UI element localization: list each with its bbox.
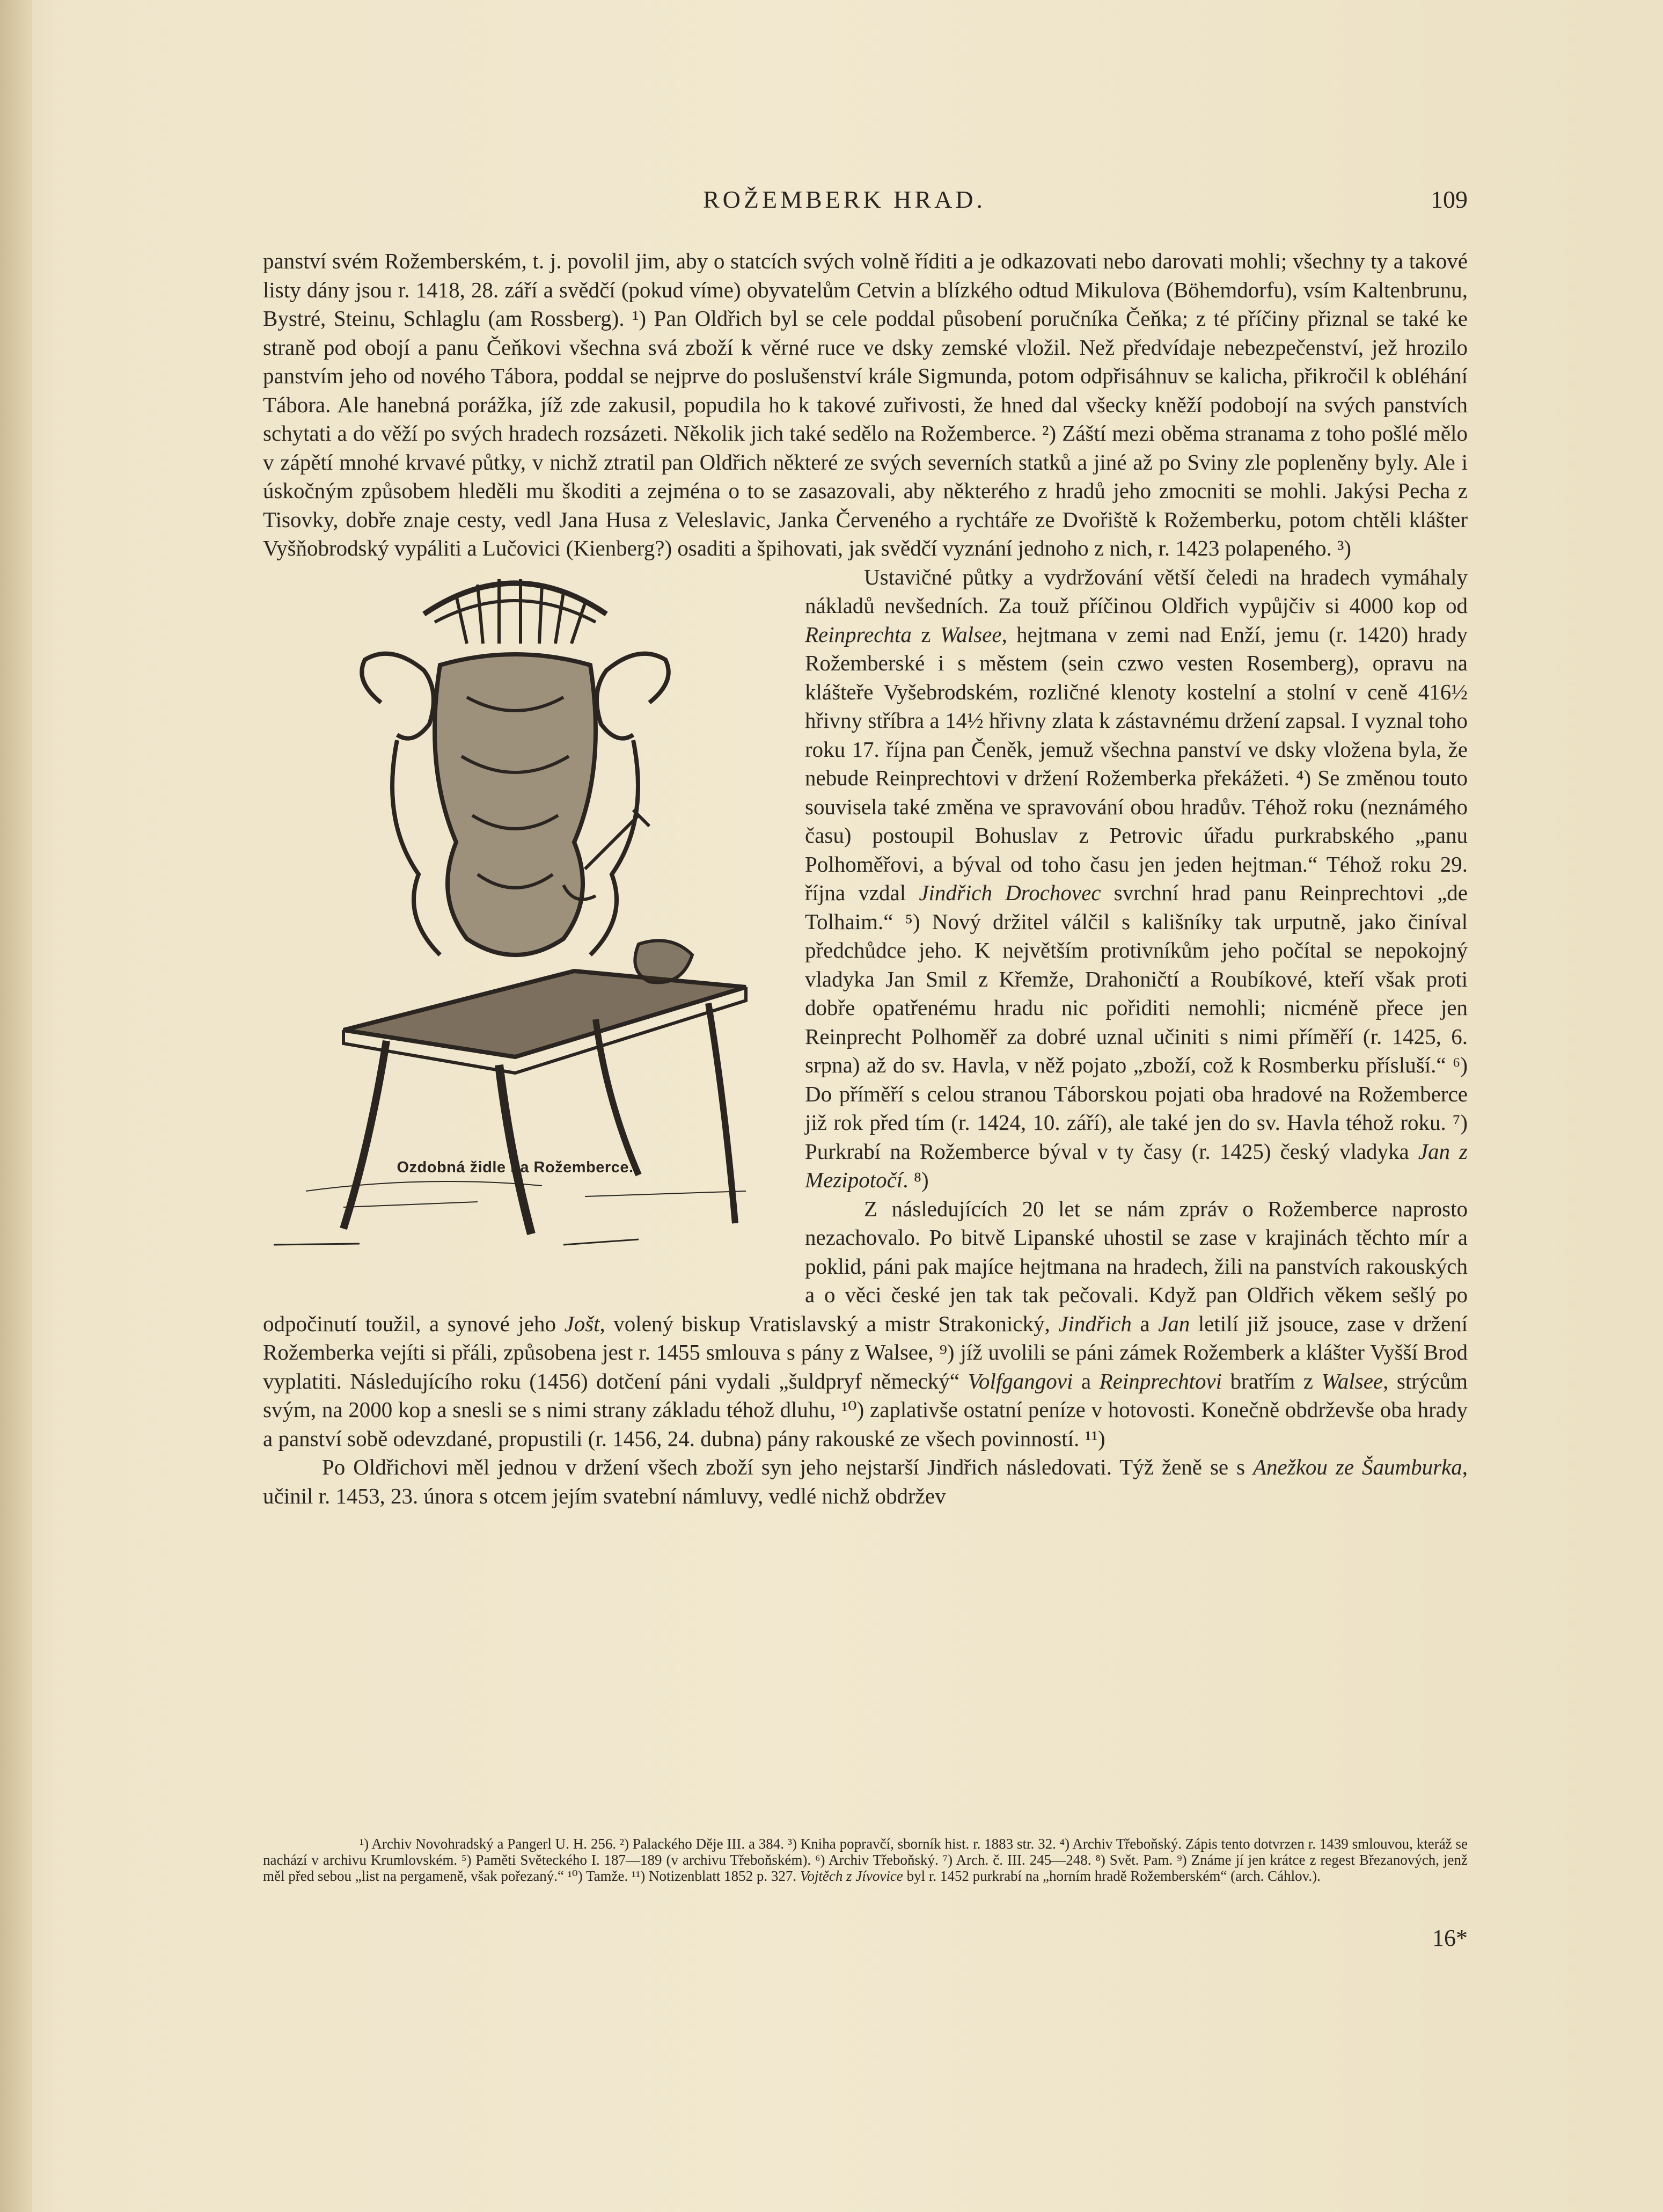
binding-edge <box>0 0 32 2212</box>
running-head: ROŽEMBERK HRAD. <box>703 186 986 213</box>
paragraph-4: Po Oldřichovi měl jednou v držení všech zboží syn jeho nejstarší Jindřich následovati. Týž ženě se s Anežkou ze Šaumburka, učinil r. 1453, 23. února s otcem jejím svatební námluvy, vedlé nichž obdržev <box>263 1455 1468 1508</box>
paragraph-1: panství svém Rožemberském, t. j. povolil jim, aby o statcích svých volně říditi a je odkazovati nebo darovati mohli; všechny ty a takové listy dány jsou r. 1418, 28. září a svědčí (pokud víme) obyvatelům Cetvin a blízkého odtud Mikulova (Böhemdorfu), vsím Kaltenbrunu, Bystré, Steinu, Schlaglu (am Rossberg). ¹) Pan Oldřich byl se cele poddal působení poručníka Čeňka; z té příčiny přiznal se také ke straně pod obojí a panu Čeňkovi všechna svá zboží k věrné ruce ve dsky zemské vložil. Než předvídaje nebezpečenství, jež hrozilo panstvím jeho od nového Tábora, poddal se nejprve do poslušenství krále Sigmunda, potom odpřisáhnuv se kalicha, přikročil k obléhání Tábora. Ale hanebná porážka, jíž zde zakusil, popudila ho k takové zuřivosti, že hned dal všecky kněží podobojí na svých panstvích schytati a do věží po svých hradech rozsázeti. Několik jich také sedělo na Rožemberce. ²) Záští mezi oběma stranama z toho pošlé mělo v zápětí mnohé krvavé půtky, v nichž ztratil pan Oldřich některé ze svých severních statků a jiné až po Sviny zle popleněny byly. Ale i úskočným způsobem hleděli mu škoditi a zejména o to se zasazovali, aby některého z hradů jeho zmocniti se mohli. Jakýsi Pecha z Tisovky, dobře znaje cesty, vedl Jana Husa z Veleslavic, Janka Červeného a rychtáře ze Dvořiště k Rožemberku, potom chtěli klášter Vyšňobrodský vypáliti a Lučovici (Kienberg?) osaditi a špihovati, jak svědčí vyznání jednoho z nich, r. 1423 polapeného. ³) <box>263 249 1468 560</box>
page-header <box>263 185 1468 217</box>
chair-figure <box>241 563 789 1309</box>
main-text <box>263 247 1468 1510</box>
footnotes <box>263 1836 1468 1884</box>
figure-caption: Ozdobná židle na Rožemberce. <box>397 1158 634 1176</box>
footnote-text: ¹) Archiv Novohradský a Pangerl U. H. 256. ²) Palackého Děje III. a 384. ³) Kniha popravčí, sborník hist. r. 1883 str. 32. ⁴) Archiv Třeboňský. Zápis tento dotvrzen r. 1439 smlouvou, kteráž se nachází v archivu Krumlovském. ⁵) Paměti Světeckého I. 187—189 (v archivu Třeboňském). ⁶) Archiv Třeboňský. ⁷) Arch. č. III. 245—248. ⁸) Svět. Pam. ⁹) Známe jí jen krátce z regest Březanových, jenž měl před sebou „list na pergameně, však pořezaný.“ ¹⁰) Tamže. ¹¹) Notizenblatt 1852 p. 327. Vojtěch z Jívovice byl r. 1452 purkrabí na „horním hradě Rožemberském“ (arch. Cáhlov.). <box>263 1836 1468 1884</box>
carved-chair-illustration <box>263 563 767 1255</box>
paragraph-2: Ustavičné půtky a vydržování větší čeledi na hradech vymáhaly nákladů nevšedních. Za touž příčinou Oldřich vypůjčiv si 4000 kop od Reinprechta z Walsee, hejtmana v zemi nad Enží, jemu (r. 1420) hrady Rožemberské i s městem (sein czwo vesten Rosemberg), opravu na klášteře Vyšebrodském, rozličné klenoty kostelní a stolní v ceně 416½ hřivny stříbra a 14½ hřivny zlata k zástavnému držení zapsal. I vyznal toho roku 17. října pan Čeněk, jemuž všechna panství ve dsky vložena byla, že nebude Reinprechtovi v držení Rožemberka překážeti. ⁴) Se změnou touto souvisela také změna ve spravování obou hradův. Téhož roku (neznámého času) postoupil Bohuslav z Petrovic úřadu purkrabského „panu Polhoměřovi, a býval od toho času jen jeden hejtman.“ Téhož roku 29. října vzdal Jindřich Drochovec svrchní hrad panu Reinprechtovi „de Tolhaim.“ ⁵) Nový držitel válčil s kališníky tak urputně, jako činíval předchůdce jeho. K největším protivníkům jeho počítal se nepokojný vladyka Jan Smil z Křemže, Drahoničtí a Roubíkové, kteří však proti dobře opatřenému hradu nic pořiditi nemohli; nicméně přece jen Reinprecht Polhoměř za dobré uznal učiniti s nimi příměří (r. 1425, 6. srpna) až do sv. Havla, v něž pojato „zboží, což k Rosmberku přísluší.“ ⁶) Do příměří s celou stranou Táborskou pojati oba hradové na Rožemberce již rok před tím (r. 1424, 10. září), ale také jen do sv. Havla téhož roku. ⁷) Purkrabí na Rožemberce býval v ty časy (r. 1425) český vladyka Jan z Mezipotočí. ⁸) <box>805 564 1468 1192</box>
page-number: 109 <box>1431 186 1468 213</box>
signature-mark: 16* <box>1432 1925 1468 1951</box>
paragraph-3: Z následujících 20 let se nám zpráv o Rožemberce naprosto nezachovalo. Po bitvě Lipanské uhostil se zase v krajinách těchto mír a poklid, páni pak majíce hejtmana na hradech, žili na panstvích rakouských a o věci české jen tak tak pečovali. Když pan Oldřich věkem sešlý po odpočinutí toužil, a synové jeho Jošt, volený biskup Vratislavský a mistr Strakonický, Jindřich a Jan letilí již jsouce, zase v držení Rožemberka vejíti si přáli, způsobena jest r. 1455 smlouva s pány z Walsee, ⁹) jíž uvolili se páni zámek Rožemberk a klášter Vyšší Brod vyplatiti. Následujícího roku (1456) dotčení páni vydali „šuldpryf německý“ Volfgangovi a Reinprechtovi bratřím z Walsee, strýcům svým, na 2000 kop a snesli se s nimi strany základu téhož dluhu, ¹⁰) zaplativše ostatní peníze v hotovosti. Konečně obdrževše oba hrady a panství sobě odevzdané, propustili (r. 1456, 24. dubna) pány rakouské ze všech povinností. ¹¹) <box>263 1196 1468 1451</box>
